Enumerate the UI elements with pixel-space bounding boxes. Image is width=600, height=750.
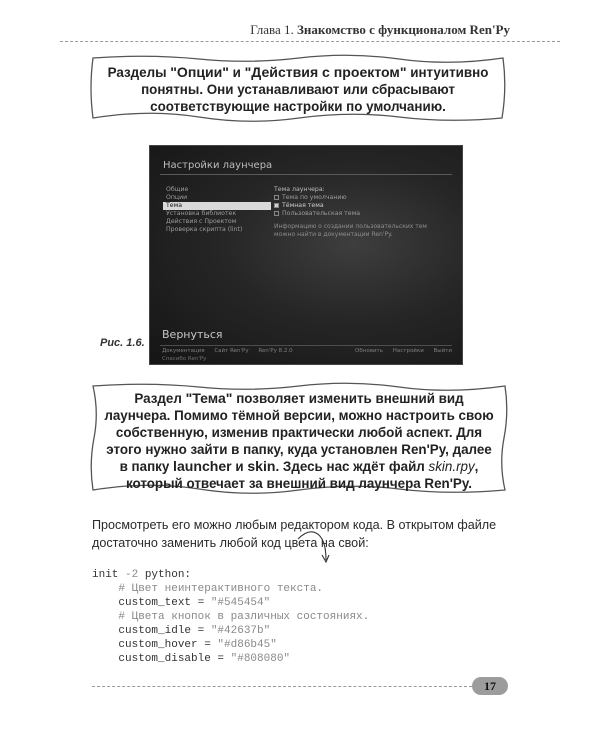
nav-item-general[interactable]: Общие <box>166 186 189 193</box>
page-number: 17 <box>472 677 508 695</box>
launcher-footer-divider <box>160 345 452 346</box>
callout-theme <box>89 382 509 494</box>
checkbox-icon <box>274 195 279 200</box>
term-project-actions: "Действия с проектом" <box>244 64 407 80</box>
option-dark-theme[interactable]: Тёмная тема <box>274 202 454 210</box>
body-paragraph: Просмотреть его можно любым редактором кода. В открытом файле достаточно заменить любой код цвета на свой: <box>92 518 497 550</box>
footer-credits: Спасибо Ren'Py <box>162 356 207 362</box>
code-comment: # Цвета кнопок в различных состояниях. <box>92 611 370 623</box>
running-header <box>60 22 510 38</box>
option-default-theme[interactable]: Тема по умолчанию <box>274 194 454 202</box>
option-custom-theme[interactable]: Пользовательская тема <box>274 210 454 218</box>
theme-panel-title: Тема лаунчера: <box>274 186 325 193</box>
checkbox-icon <box>274 211 279 216</box>
term-launcher-folder: launcher <box>173 458 232 474</box>
launcher-title-divider <box>160 174 452 175</box>
arrow-icon <box>296 527 340 565</box>
launcher-footer-links <box>162 348 301 354</box>
code-line: custom_disable = "#808080" <box>92 653 291 665</box>
checkbox-checked-icon <box>274 203 279 208</box>
launcher-footer-actions <box>347 348 452 354</box>
footer-quit-button[interactable]: Выйти <box>433 348 452 354</box>
code-listing <box>92 568 512 666</box>
launcher-nav <box>163 186 271 234</box>
footer-link-site[interactable]: Сайт Ren'Py <box>214 348 249 354</box>
chapter-title: Знакомство с функционалом Ren'Py <box>297 22 510 37</box>
footer-update-button[interactable]: Обновить <box>355 348 383 354</box>
nav-item-lint[interactable]: Проверка скрипта (lint) <box>166 226 243 233</box>
figure-caption: Рис. 1.6. <box>100 337 145 349</box>
header-divider <box>60 41 560 42</box>
code-line: custom_text = "#545454" <box>92 597 271 609</box>
nav-item-theme[interactable]: Тема <box>163 202 271 210</box>
footer-divider <box>92 686 472 687</box>
launcher-title: Настройки лаунчера <box>163 160 273 171</box>
footer-version: Ren'Py 8.2.0 <box>258 348 293 354</box>
footer-settings-button[interactable]: Настройки <box>392 348 424 354</box>
theme-panel <box>274 186 454 239</box>
nav-item-project-actions[interactable]: Действия с Проектом <box>166 218 237 225</box>
launcher-screenshot <box>149 145 463 365</box>
term-options: "Опции" <box>170 64 229 80</box>
code-line: init -2 python: <box>92 569 192 581</box>
back-button[interactable]: Вернуться <box>162 328 223 341</box>
code-comment: # Цвет неинтерактивного текста. <box>92 583 324 595</box>
term-skin-folder: skin <box>247 458 276 474</box>
callout-options-actions <box>89 54 507 122</box>
chapter-number: Глава 1. <box>250 22 294 37</box>
term-theme: "Тема" <box>185 390 233 406</box>
code-line: custom_idle = "#42637b" <box>92 625 271 637</box>
footer-link-docs[interactable]: Документация <box>162 348 205 354</box>
file-name: skin.rpy <box>428 459 475 474</box>
code-line: custom_hover = "#d86b45" <box>92 639 277 651</box>
callout-text: Разделы "Опции" и "Действия с проектом" интуитивно понятны. Они устанавливают или сбрасывают соответствующие настройки по умолчанию. <box>107 64 489 114</box>
nav-item-install-libraries[interactable]: Установка библиотек <box>166 210 237 217</box>
nav-item-options[interactable]: Опции <box>166 194 188 201</box>
theme-info-text: Информацию о создании пользовательских тем можно найти в документации Ren'Py. <box>274 223 427 238</box>
callout-text: Раздел "Тема" позволяет изменить внешний вид лаунчера. Помимо тёмной версии, можно настроить свою собственную, изменив практически любой аспект. Для этого нужно зайти в папку, куда установлен Ren'Py, далее в папку launcher и skin. Здесь нас ждёт файл skin.rpy, который отвечает за внешний вид лаунчера Ren'Py. <box>104 390 494 491</box>
